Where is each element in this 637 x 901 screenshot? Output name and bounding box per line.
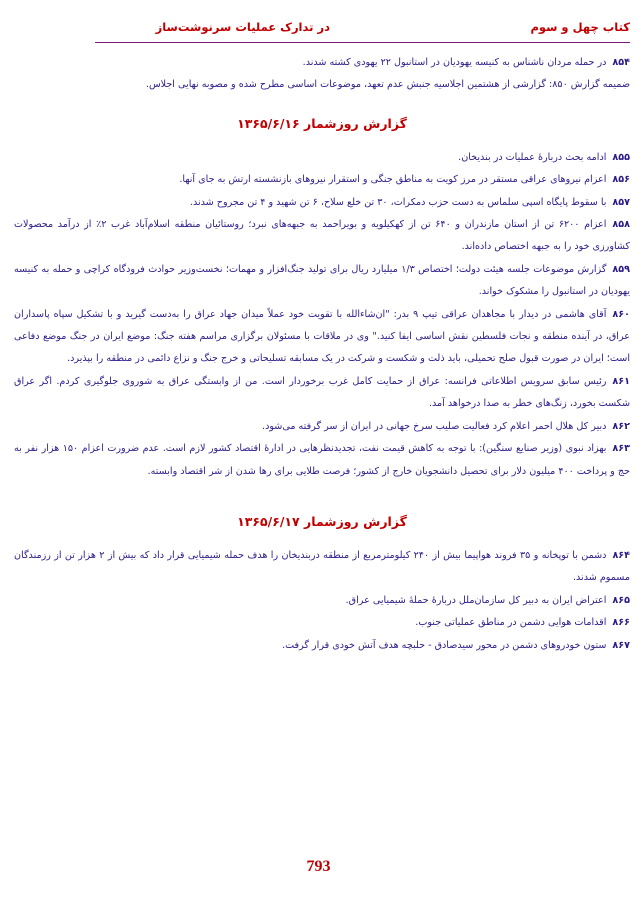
entry-861: ۸۶۱رئیس سابق سرویس اطلاعاتی فرانسه: عراق از حمایت کامل غرب برخوردار است. من از وابستگی عراق به شوروی جلوگیری کردم. اگر عراق شکست بخورد، زنگ‌های خطر به صدا درخواهد آمد. (14, 375, 630, 410)
book-subtitle: در تدارک عملیات سرنوشت‌ساز (155, 20, 330, 34)
page-number: 793 (306, 858, 331, 875)
header-rule (95, 42, 630, 43)
entry-860: ۸۶۰آقای هاشمی در دیدار با مجاهدان عراقی تیپ ۹ بدر: "ان‌شاءالله با تقویت خود عملاً میدان جهاد عراق را به‌دست گیرید و با تشکیل سپاه پاسداران عراق، در آینده منطقه و نجات فلسطین نقش اساسی ایفا کنید." وی در ملاقات با مسئولان برگزاری مراسم هفته جنگ: موضع ایران در جنگ موضع دفاعی است؛ ایران در صورت قبول صلح تحمیلی، باید ذلت و شکست و شرکت در یک مسابقه تسلیحاتی و خرج جنگ و نزاع دائمی در منطقه را بپذیرد. (14, 308, 630, 365)
book-title: کتاب چهل و سوم (530, 20, 630, 34)
section-title-1: گزارش روزشمار ۱۳۶۵/۶/۱۶ (237, 115, 407, 131)
running-header (95, 16, 630, 38)
entry-866: ۸۶۶اقدامات هوایی دشمن در مناطق عملیاتی جنوب. (415, 617, 630, 629)
entry-862: ۸۶۲دبیر کل هلال احمر اعلام کرد فعالیت صلیب سرخ جهانی در ایران از سر گرفته می‌شود. (262, 420, 630, 432)
entry-854: ۸۵۴در حمله مردان ناشناس به کنیسه یهودیان در استانبول ۲۲ یهودی کشته شدند. (302, 57, 630, 68)
page-body (14, 52, 630, 657)
section-title-2: گزارش روزشمار ۱۳۶۵/۶/۱۷ (237, 513, 407, 529)
entry-855: ۸۵۵ادامه بحث دربارهٔ عملیات در بندیخان. (458, 151, 630, 163)
entry-867: ۸۶۷ستون خودروهای دشمن در محور سیدصادق - حلبچه هدف آتش خودی قرار گرفت. (282, 639, 630, 651)
entry-863: ۸۶۳بهزاد نبوی (وزیر صنایع سنگین): با توجه به کاهش قیمت نفت، تجدیدنظرهایی در ادارهٔ اقتصاد کشور لازم است. عدم ضرورت اعزام ۱۵۰ هزار نفر به حج و پرداخت ۴۰۰ میلیون دلار برای تحصیل دانشجویان خارج از کشور؛ فرصت طلایی برای رها شدن از شر اقتصاد وابسته. (14, 443, 630, 477)
entry-865: ۸۶۵اعتراض ایران به دبیر کل سازمان‌ملل دربارهٔ حملهٔ شیمیایی عراق. (345, 594, 630, 606)
appendix-note: ضمیمه گزارش ۸۵۰: گزارشی از هشتمین اجلاسیه جنبش عدم تعهد، موضوعات اساسی مطرح شده و مصوبه نهایی اجلاس. (145, 79, 630, 91)
entry-856: ۸۵۶اعزام نیروهای عراقی مستقر در مرز کویت به مناطق جنگی و استقرار نیروهای بازنشسته ارتش به جای آنها. (179, 174, 630, 186)
entry-859: ۸۵۹گزارش موضوعات جلسه هیئت دولت؛ اختصاص ۱/۳ میلیارد ریال برای تولید جنگ‌افزار و مهمات؛ نخست‌وزیر حوادث فرودگاه کراچی و حمله به کنیسه یهودیان در استانبول را مشکوک خواند. (14, 263, 630, 298)
entry-858: ۸۵۸اعزام ۶۲۰۰ تن از استان مازندران و ۶۴۰ تن از کهکیلویه و بویراحمد به جبهه‌های نبرد؛ روستائیان منطقه اسلام‌آباد غرب ۲٪ از درآمد محصولات کشاورزی خود را به جبهه اختصاص داده‌اند. (14, 219, 630, 253)
entry-864: ۸۶۴دشمن با توپخانه و ۳۵ فروند هواپیما بیش از ۲۴۰ کیلومترمربع از منطقه دربندیخان را هدف حمله شیمیایی قرار داد که بیش از ۲ هزار تن از رزمندگان مسموم شدند. (14, 549, 631, 584)
entry-857: ۸۵۷با سقوط پایگاه اسپی سلماس به دست حزب دمکرات، ۳۰ تن خلع سلاح، ۶ تن شهید و ۴ تن مجروح شدند. (189, 196, 630, 208)
